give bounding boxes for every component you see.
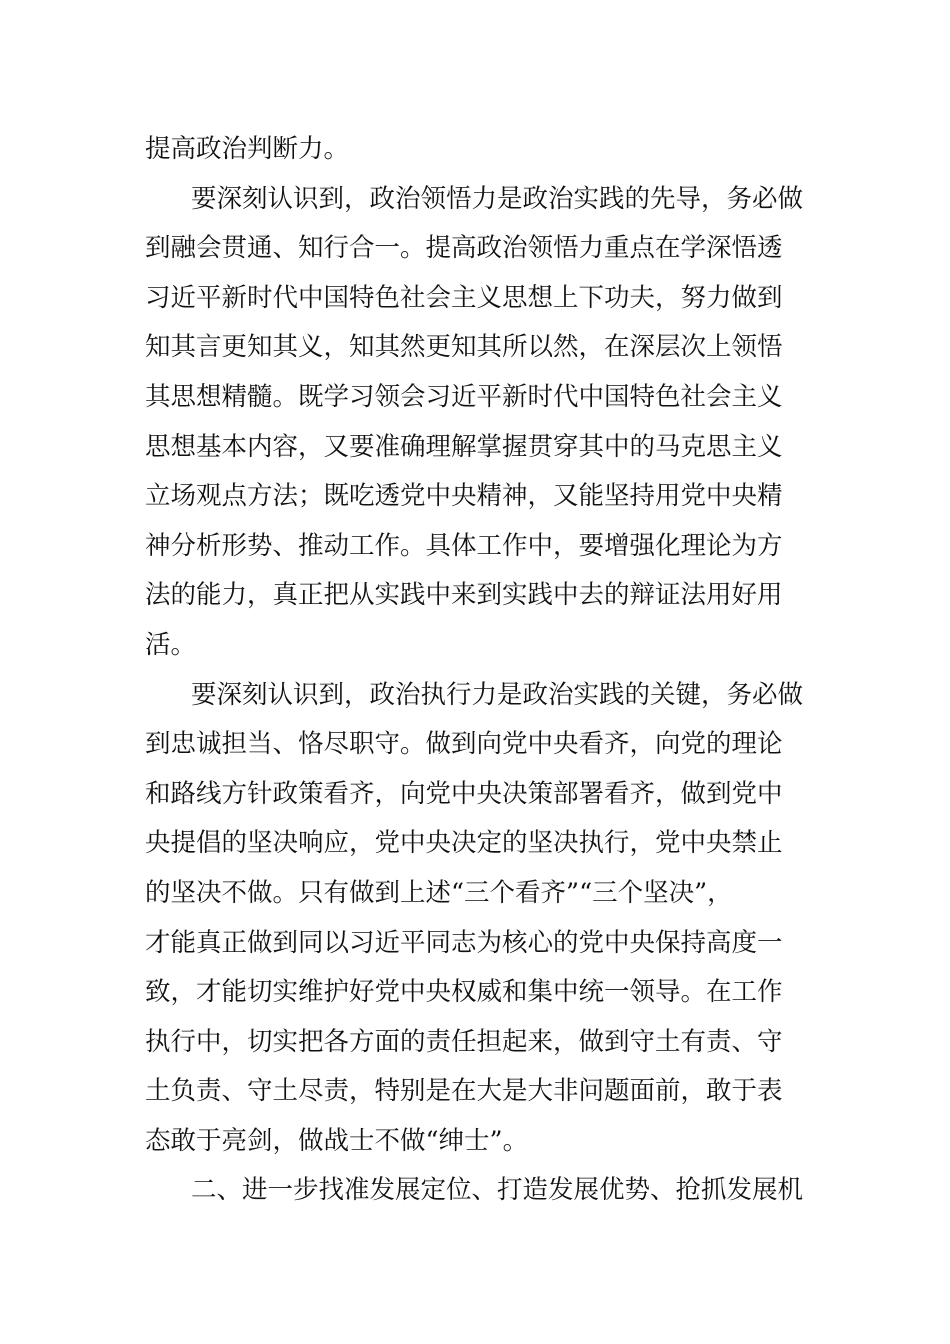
text-line: 到忠诚担当、恪尽职守。做到向党中央看齐，向党的理论 (145, 729, 783, 760)
text-line: 思想基本内容，又要准确理解掌握贯穿其中的马克思主义 (145, 431, 783, 462)
text-line: 活。 (145, 629, 197, 660)
document-body (145, 125, 810, 1216)
text-line: 其思想精髓。既学习领会习近平新时代中国特色社会主义 (145, 381, 783, 412)
text-line: 央提倡的坚决响应，党中央决定的坚决执行，党中央禁止 (145, 828, 783, 859)
text-line: 知其言更知其义，知其然更知其所以然，在深层次上领悟 (145, 332, 783, 363)
text-line: 态敢于亮剑，做战士不做“绅士”。 (145, 1125, 529, 1156)
text-line: 立场观点方法；既吃透党中央精神，又能坚持用党中央精 (145, 481, 783, 512)
paragraph-first-line: 要深刻认识到，政治领悟力是政治实践的先导，务必做 (191, 183, 804, 214)
text-line: 神分析形势、推动工作。具体工作中，要增强化理论为方 (145, 530, 783, 561)
text-line: 执行中，切实把各方面的责任担起来，做到守土有责、守 (145, 1026, 783, 1057)
text-line: 法的能力，真正把从实践中来到实践中去的辩证法用好用 (145, 580, 783, 611)
text-line: 和路线方针政策看齐，向党中央决策部署看齐，做到党中 (145, 778, 783, 809)
section-heading: 二、进一步找准发展定位、打造发展优势、抢抓发展机 (191, 1175, 804, 1206)
text-line: 才能真正做到同以习近平同志为核心的党中央保持高度一 (145, 927, 783, 958)
text-line: 到融会贯通、知行合一。提高政治领悟力重点在学深悟透 (145, 233, 783, 264)
text-line: 的坚决不做。只有做到上述“三个看齐”“三个坚决”， (145, 877, 733, 908)
text-line: 土负责、守土尽责，特别是在大是大非问题面前，敢于表 (145, 1076, 783, 1107)
text-line: 提高政治判断力。 (145, 134, 350, 164)
paragraph-first-line: 要深刻认识到，政治执行力是政治实践的关键，务必做 (191, 679, 804, 710)
text-line: 习近平新时代中国特色社会主义思想上下功夫，努力做到 (145, 282, 783, 313)
text-line: 致，才能切实维护好党中央权威和集中统一领导。在工作 (145, 977, 783, 1008)
